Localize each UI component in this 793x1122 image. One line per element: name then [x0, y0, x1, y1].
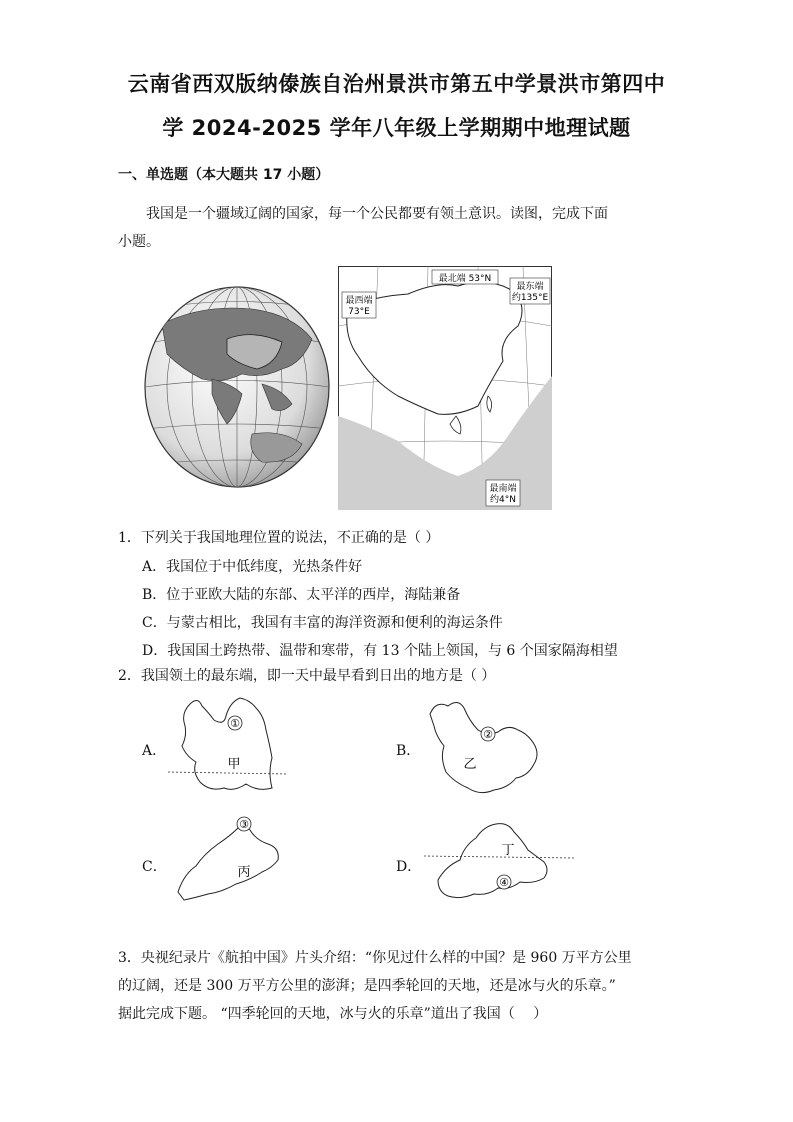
- q3-line2: 的辽阔，还是 300 万平方公里的澎湃；是四季轮回的天地，还是冰与火的乐章。”: [118, 978, 616, 994]
- china-map-figure: [338, 266, 552, 510]
- south-tip-degree: 约4°N: [490, 495, 516, 505]
- north-tip-label: 最北端 53°N: [438, 274, 492, 284]
- q1-option-d[interactable]: D．我国国土跨热带、温带和寒带，有 13 个陆上领国，与 6 个国家隔海相望: [142, 643, 618, 659]
- intro-line2: 小题。: [118, 234, 160, 250]
- south-tip-label: 最南端: [489, 484, 517, 494]
- q2-mark-4: ④: [499, 876, 509, 889]
- page-title-line1: 云南省西双版纳傣族自治州景洪市第五中学景洪市第四中: [127, 72, 666, 96]
- west-tip-degree: 73°E: [348, 307, 370, 317]
- q3-line1: 3．央视纪录片《航拍中国》片头介绍：“你见过什么样的中国？是 960 万平方公里: [118, 950, 632, 966]
- q2-mark-1: ①: [230, 717, 240, 730]
- q2-stem: 2．我国领土的最东端，即一天中最早看到日出的地方是（ ）: [118, 668, 496, 684]
- q2-option-d[interactable]: D．: [396, 859, 422, 875]
- intro-line1: 我国是一个疆域辽阔的国家，每一个公民都要有领土意识。读图，完成下面: [146, 206, 608, 222]
- q2-map-b[interactable]: [424, 692, 548, 802]
- q1-option-c[interactable]: C．与蒙古相比，我国有丰富的海洋资源和便利的海运条件: [142, 615, 503, 631]
- q2-mark-3: ③: [239, 818, 249, 831]
- q2-label-yi: 乙: [463, 757, 477, 772]
- q1-option-a[interactable]: A．我国位于中低纬度，光热条件好: [142, 559, 363, 575]
- east-tip-degree: 约135°E: [511, 293, 549, 303]
- q2-label-jia: 甲: [227, 757, 241, 772]
- q2-option-c[interactable]: C．: [142, 859, 167, 875]
- west-tip-label: 最西端: [345, 296, 373, 306]
- q1-stem: 1．下列关于我国地理位置的说法，不正确的是（ ）: [118, 530, 440, 546]
- q2-map-a[interactable]: [168, 692, 288, 798]
- east-tip-label: 最东端: [516, 282, 544, 292]
- q2-option-a[interactable]: A．: [142, 743, 167, 759]
- q2-label-bing: 丙: [237, 865, 251, 880]
- q2-mark-2: ②: [483, 728, 493, 741]
- q2-map-c[interactable]: [174, 814, 284, 906]
- page-title-line2: 学 2024-2025 学年八年级上学期期中地理试题: [162, 116, 631, 140]
- globe-figure: [142, 284, 332, 490]
- q2-option-b[interactable]: B．: [396, 743, 421, 759]
- q1-option-b[interactable]: B．位于亚欧大陆的东部、太平洋的西岸，海陆兼备: [142, 587, 461, 603]
- section-heading: 一、单选题（本大题共 17 小题）: [118, 167, 330, 183]
- q2-map-d[interactable]: [424, 816, 574, 904]
- q2-label-ding: 丁: [501, 843, 515, 858]
- q3-line3: 据此完成下题。 “四季轮回的天地，冰与火的乐章”道出了我国（ ）: [118, 1006, 548, 1022]
